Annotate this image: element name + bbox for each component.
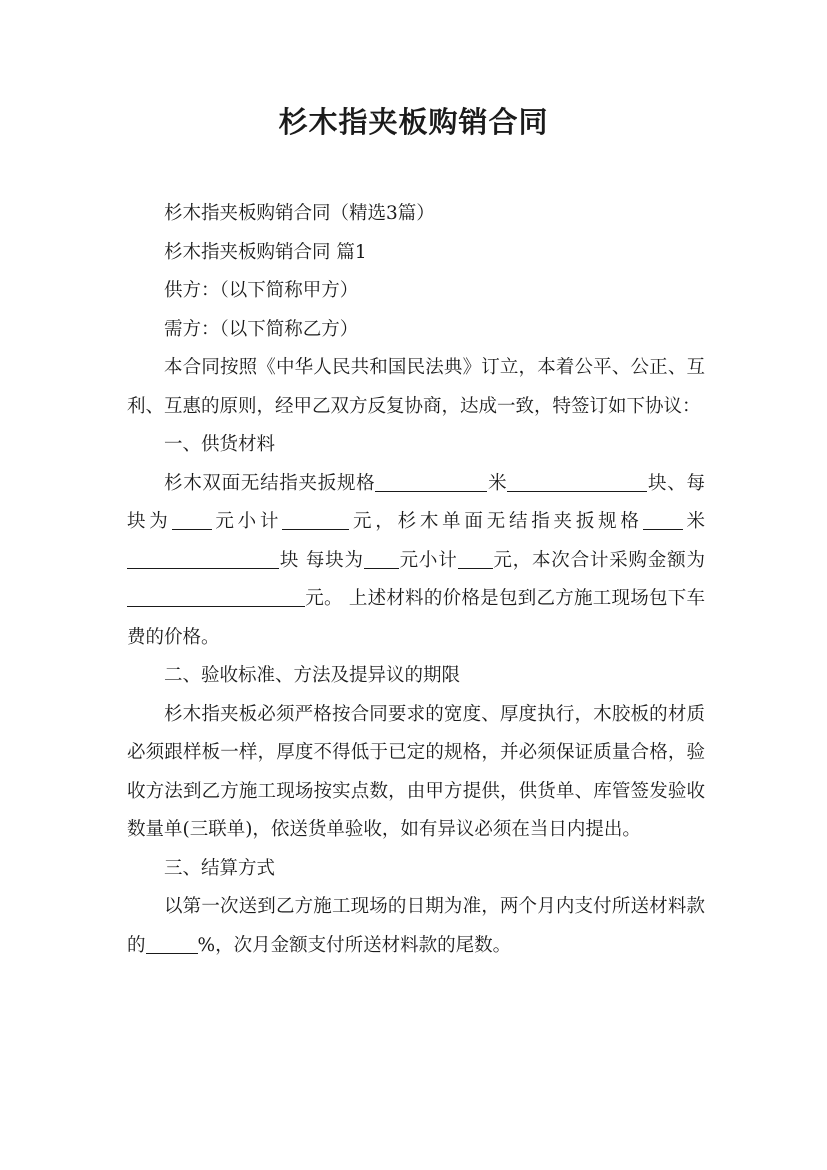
document-title: 杉木指夹板购销合同 [278,105,549,139]
text-segment: 元，本次合计采购金额为 [492,549,705,571]
paragraph-supply-details [127,465,705,658]
text-segment: 块、每块为 [127,472,705,532]
text-segment: 杉木双面无结指夹扳规格 [164,472,376,494]
blank-spec-length [375,471,487,491]
paragraph-supplier: 供方：（以下简称甲方） [164,280,359,301]
document-body [127,195,705,965]
paragraph-section-label: 杉木指夹板购销合同 篇1 [164,241,367,263]
blank-quantity [507,471,597,491]
text-segment: 米 [682,511,705,532]
text-segment: 元，杉木单面无结指夹扳规格 [349,511,643,532]
text-segment: 元。 上述材料的价格是包到乙方施工现场包下车费的价格。 [127,588,705,648]
text-segment: 米 [487,472,508,494]
paragraph-intro: 杉木指夹板购销合同（精选3篇） [164,203,435,224]
text-segment: 元小计 [211,511,283,532]
paragraph-preamble: 本合同按照《中华人民共和国民法典》订立，本着公平、公正、互利、互惠的原则，经甲乙双方反复协商，达成一致，特签订如下协议： [127,357,705,417]
paragraph-settlement [127,888,705,965]
blank-unit-price-2 [364,548,399,568]
blank-quantity-cont [597,471,647,491]
heading-settlement: 三、结算方式 [164,857,276,879]
heading-acceptance: 二、验收标准、方法及提异议的期限 [164,665,461,686]
text-segment: 以第一次送到乙方施工现场的日期为准，两个月内支付所送材料款的 [127,896,705,956]
text-segment: 元小计 [398,549,458,571]
blank-subtotal-2 [458,548,493,568]
paragraph-buyer: 需方：（以下简称乙方） [164,318,359,340]
blank-subtotal [282,510,349,530]
heading-supply-materials: 一、供货材料 [164,434,276,455]
text-segment: %，次月金额支付所送材料款的尾数。 [197,934,512,956]
blank-percentage [146,933,198,953]
blank-unit-price [172,510,212,530]
paragraph-acceptance: 杉木指夹板必须严格按合同要求的宽度、厚度执行，木胶板的材质必须跟样板一样，厚度不得低于已定的规格，并必须保证质量合格，验收方法到乙方施工现场按实点数，由甲方提供，供货单、库管签发验收数量单(三联单)，依送货单验收，如有异议必须在当日内提出。 [127,703,705,840]
blank-quantity-2 [127,548,279,568]
text-segment: 块 每块为 [279,549,364,571]
blank-spec-length-2 [643,510,683,530]
blank-total-amount [127,587,305,607]
